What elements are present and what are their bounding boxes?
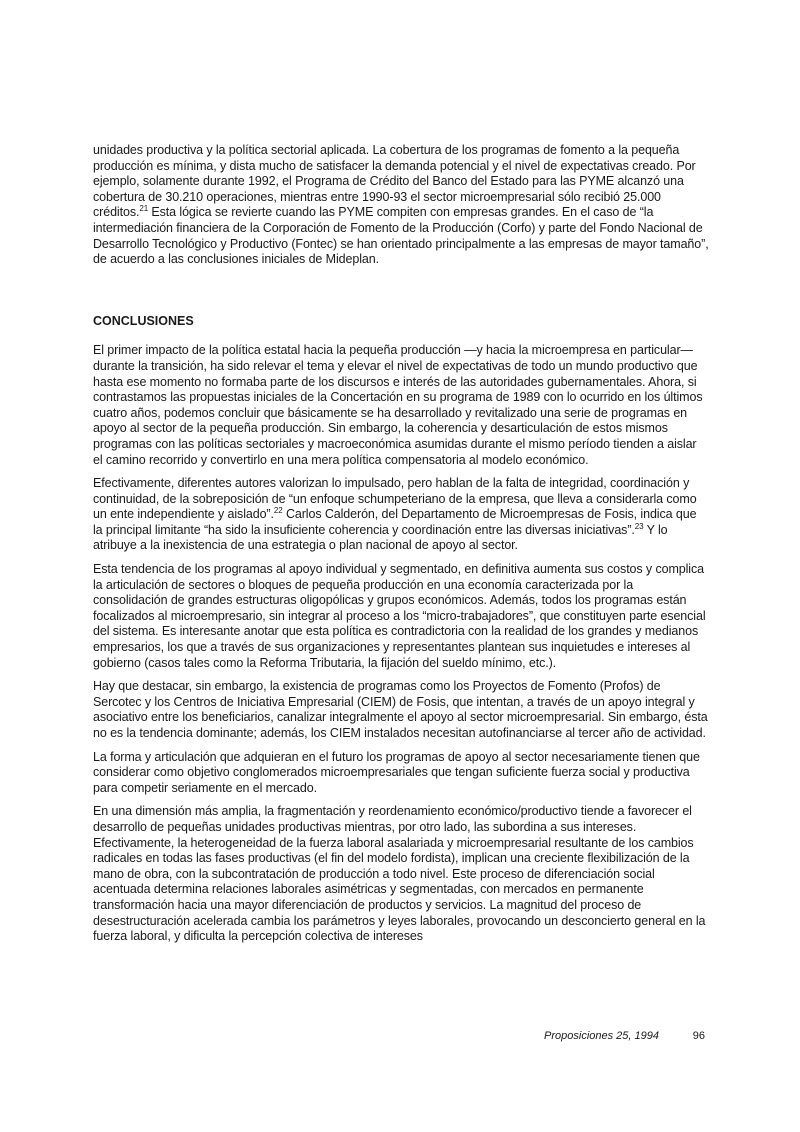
paragraph-1	[93, 143, 709, 268]
paragraph-3-text-b: Carlos Calderón, del Departamento de Microempresas de Fosis, indica que la principal limitante “ha sido la insuficiente coherencia y coordinación entre las diversas iniciativas”.	[93, 507, 697, 537]
paragraph-1-text-b: Esta lógica se revierte cuando las PYME compiten con empresas grandes. En el caso de “la intermediación financiera de la Corporación de Fomento de la Producción (Corfo) y parte del Fondo Nacional de Desarrollo Tecnológico y Productivo (Fontec) se han orientado principalmente a las empresas de mayor tamaño”, de acuerdo a las conclusiones iniciales de Mideplan.	[93, 205, 709, 267]
page-body	[93, 143, 709, 945]
paragraph-6: La forma y articulación que adquieran en el futuro los programas de apoyo al sector necesariamente tienen que considerar como objetivo conglomerados microempresariales que tengan suficiente fuerza social y productiva para competir seriamente en el mercado.	[93, 749, 700, 795]
paragraph-3-text-c: Y lo atribuye a la inexistencia de una estrategia o plan nacional de apoyo al sector.	[93, 522, 668, 553]
footnote-ref-21: 21	[139, 204, 149, 214]
paragraph-5: Hay que destacar, sin embargo, la existencia de programas como los Proyectos de Fomento (Profos) de Sercotec y los Centros de Iniciativa Empresarial (CIEM) de Fosis, que intentan, a través de un apoyo integral y asociativo entre los beneficiarios, canalizar integralmente el apoyo al sector microempresarial. Sin embargo, ésta no es la tendencia dominante; además, los CIEM instalados necesitan autofinanciarse al tercer año de actividad.	[93, 679, 708, 740]
journal-citation: Proposiciones 25, 1994	[544, 1030, 659, 1042]
paragraph-3	[93, 476, 709, 554]
section-gap	[93, 268, 709, 314]
footnote-ref-23: 23	[634, 521, 644, 531]
page-footer	[93, 1028, 709, 1044]
paragraph-2: El primer impacto de la política estatal hacia la pequeña producción —y hacia la microempresa en particular— durante la transición, ha sido relevar el tema y elevar el nivel de expectativas de todo un mundo productivo que hasta ese momento no formaba parte de los discursos e interés de las autoridades gubernamentales. Ahora, si contrastamos las propuestas iniciales de la Concertación en su programa de 1989 con lo ocurrido en los últimos cuatro años, podemos concluir que básicamente se ha desarrollado y revitalizado una serie de programas en apoyo al sector de la pequeña producción. Sin embargo, la coherencia y desarticulación de estos mismos programas con las políticas sectoriales y macroeconómica asumidas durante el mismo período tienden a aislar el camino recorrido y convertirlo en una mera política compensatoria al modelo económico.	[93, 343, 703, 467]
paragraph-1-text-a: unidades productiva y la política sectorial aplicada. La cobertura de los programas de fomento a la pequeña producción es mínima, y dista mucho de satisfacer la demanda potencial y el nivel de expectativas creado. Por ejemplo, solamente durante 1992, el Programa de Crédito del Banco del Estado para las PYME alcanzó una cobertura de 30.210 operaciones, mientras entre 1990-93 el sector microempresarial sólo recibió 25.000 créditos.	[93, 143, 696, 220]
page-number: 96	[692, 1030, 705, 1042]
paragraph-4: Esta tendencia de los programas al apoyo individual y segmentado, en definitiva aumenta sus costos y complica la articulación de sectores o bloques de pequeña producción en una economía caracterizada por la consolidación de grandes estructuras oligopólicas y grupos económicos. Además, todos los programas están focalizados al microempresario, sin integrar al proceso a los “micro-trabajadores”, que constituyen parte esencial del sistema. Es interesante anotar que esta política es contradictoria con la realidad de los grandes y medianos empresarios, los que a través de sus organizaciones y representantes plantean sus inquietudes e intereses al gobierno (casos tales como la Reforma Tributaria, la fijación del sueldo mínimo, etc.).	[93, 562, 706, 670]
section-heading: CONCLUSIONES	[93, 313, 194, 328]
footnote-ref-22: 22	[273, 506, 283, 516]
paragraph-3-text-a: Efectivamente, diferentes autores valorizan lo impulsado, pero hablan de la falta de integridad, coordinación y continuidad, de la sobreposición de “un enfoque schumpeteriano de la empresa, que lleva a considerarla como un ente independiente y aislado”.	[93, 476, 697, 522]
paragraph-7: En una dimensión más amplia, la fragmentación y reordenamiento económico/productivo tiende a favorecer el desarrollo de pequeñas unidades productivas mientras, por otro lado, las subordina a sus intereses. Efectivamente, la heterogeneidad de la fuerza laboral asalariada y microempresarial resultante de los cambios radicales en todas las fases productivas (el fin del modelo fordista), implican una creciente flexibilización de la mano de obra, con la subcontratación de producción a todo nivel. Este proceso de diferenciación social acentuada determina relaciones laborales asimétricas y segmentadas, con mercados en permanente transformación hacia una mayor diferenciación de productos y servicios. La magnitud del proceso de desestructuración acelerada cambia los parámetros y leyes laborales, provocando un desconcierto general en la fuerza laboral, y dificulta la percepción colectiva de intereses	[93, 804, 706, 944]
